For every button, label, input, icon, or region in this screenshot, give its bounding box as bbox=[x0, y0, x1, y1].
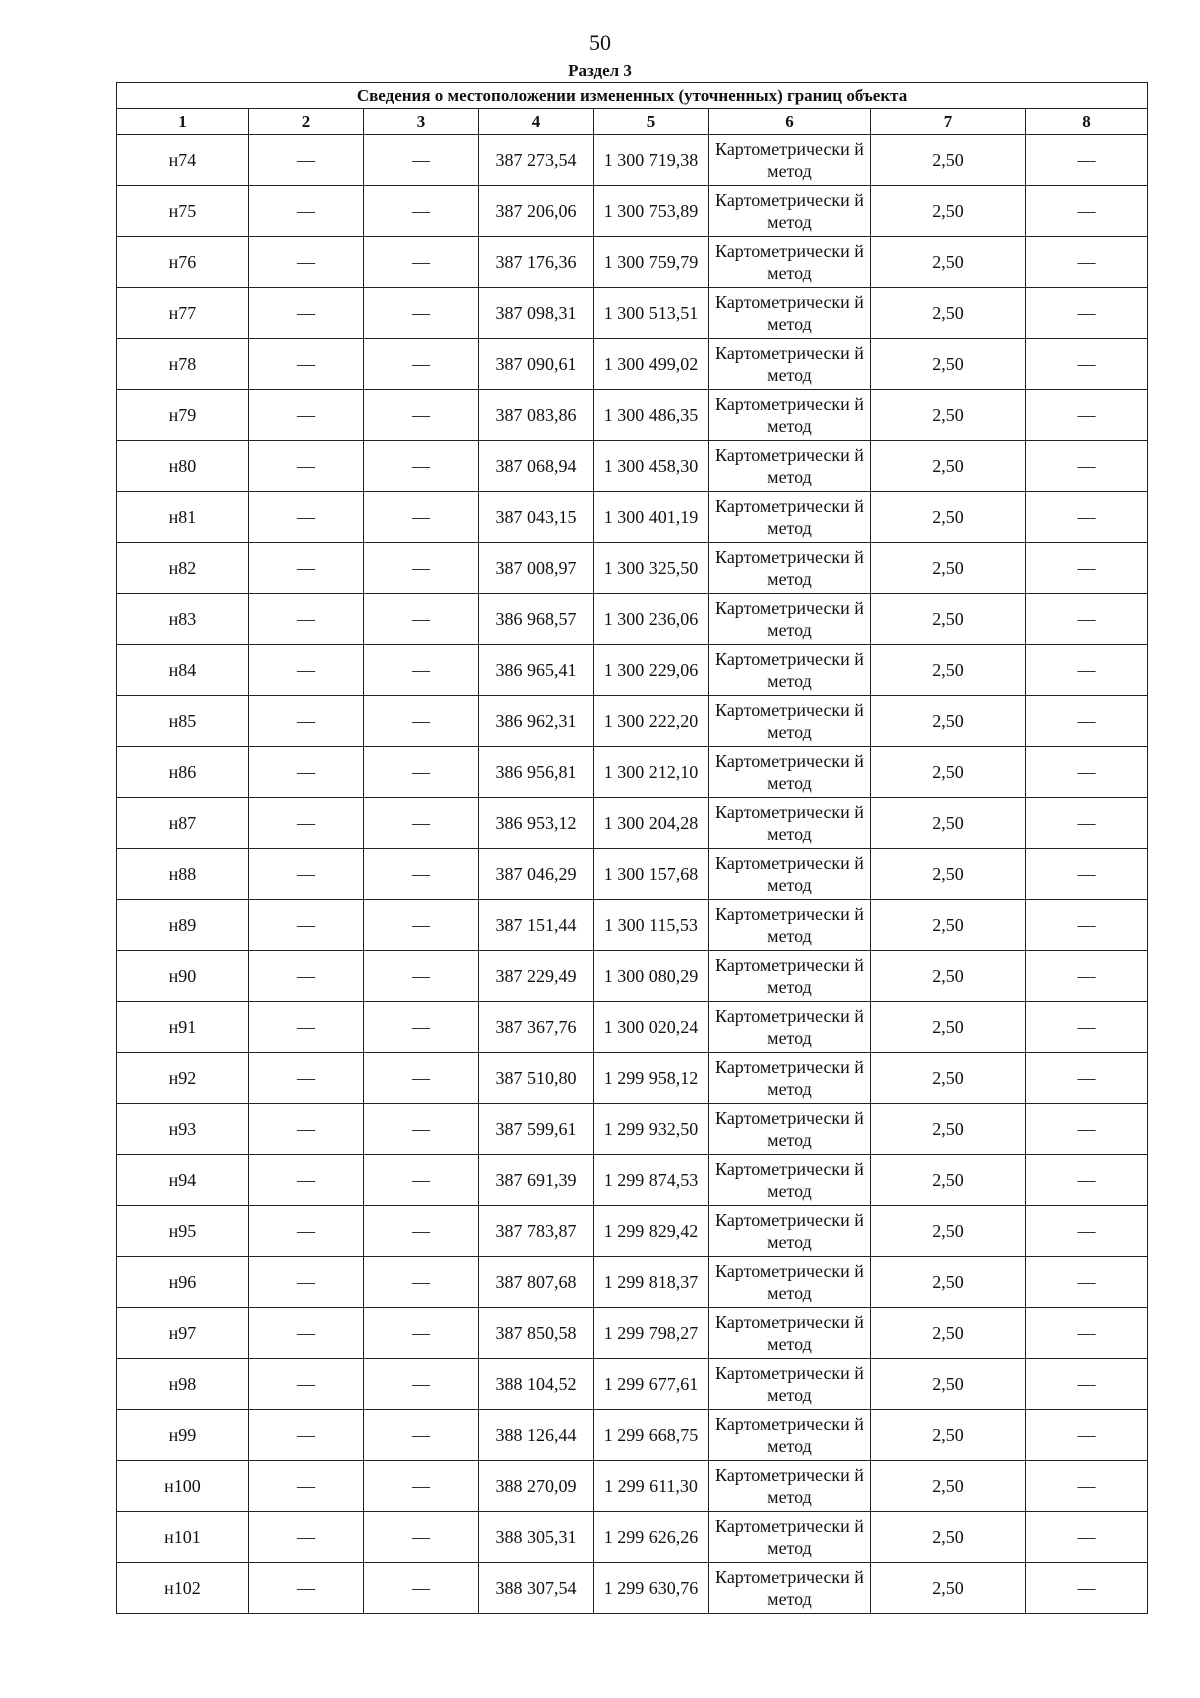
col8-dash: — bbox=[1026, 951, 1148, 1002]
x-coordinate: 387 046,29 bbox=[479, 849, 594, 900]
x-coordinate: 387 367,76 bbox=[479, 1002, 594, 1053]
accuracy: 2,50 bbox=[871, 1206, 1026, 1257]
method: Картометрически й метод bbox=[709, 696, 871, 747]
x-coordinate: 386 953,12 bbox=[479, 798, 594, 849]
x-coordinate: 387 068,94 bbox=[479, 441, 594, 492]
point-label: н85 bbox=[117, 696, 249, 747]
column-number-5: 5 bbox=[594, 109, 709, 135]
x-coordinate: 387 098,31 bbox=[479, 288, 594, 339]
table-row bbox=[117, 951, 1148, 1002]
table-row bbox=[117, 1104, 1148, 1155]
x-coordinate: 387 273,54 bbox=[479, 135, 594, 186]
y-coordinate: 1 299 626,26 bbox=[594, 1512, 709, 1563]
method: Картометрически й метод bbox=[709, 339, 871, 390]
accuracy: 2,50 bbox=[871, 441, 1026, 492]
accuracy: 2,50 bbox=[871, 1563, 1026, 1614]
accuracy: 2,50 bbox=[871, 900, 1026, 951]
col3-dash: — bbox=[364, 1308, 479, 1359]
x-coordinate: 387 206,06 bbox=[479, 186, 594, 237]
y-coordinate: 1 299 668,75 bbox=[594, 1410, 709, 1461]
x-coordinate: 387 083,86 bbox=[479, 390, 594, 441]
method: Картометрически й метод bbox=[709, 645, 871, 696]
table-row bbox=[117, 390, 1148, 441]
col3-dash: — bbox=[364, 1461, 479, 1512]
col8-dash: — bbox=[1026, 696, 1148, 747]
table-row bbox=[117, 288, 1148, 339]
point-label: н95 bbox=[117, 1206, 249, 1257]
col3-dash: — bbox=[364, 543, 479, 594]
accuracy: 2,50 bbox=[871, 390, 1026, 441]
table-row bbox=[117, 492, 1148, 543]
point-label: н87 bbox=[117, 798, 249, 849]
accuracy: 2,50 bbox=[871, 1053, 1026, 1104]
method: Картометрически й метод bbox=[709, 135, 871, 186]
col8-dash: — bbox=[1026, 186, 1148, 237]
table-row bbox=[117, 849, 1148, 900]
y-coordinate: 1 299 677,61 bbox=[594, 1359, 709, 1410]
point-label: н79 bbox=[117, 390, 249, 441]
point-label: н93 bbox=[117, 1104, 249, 1155]
accuracy: 2,50 bbox=[871, 1512, 1026, 1563]
col3-dash: — bbox=[364, 849, 479, 900]
col2-dash: — bbox=[249, 1206, 364, 1257]
method: Картометрически й метод bbox=[709, 1257, 871, 1308]
table-row bbox=[117, 1308, 1148, 1359]
method: Картометрически й метод bbox=[709, 951, 871, 1002]
point-label: н94 bbox=[117, 1155, 249, 1206]
col2-dash: — bbox=[249, 237, 364, 288]
method: Картометрически й метод bbox=[709, 237, 871, 288]
col3-dash: — bbox=[364, 1512, 479, 1563]
column-number-8: 8 bbox=[1026, 109, 1148, 135]
method: Картометрически й метод bbox=[709, 1461, 871, 1512]
col2-dash: — bbox=[249, 441, 364, 492]
y-coordinate: 1 300 458,30 bbox=[594, 441, 709, 492]
col3-dash: — bbox=[364, 747, 479, 798]
col8-dash: — bbox=[1026, 339, 1148, 390]
col2-dash: — bbox=[249, 849, 364, 900]
method: Картометрически й метод bbox=[709, 1053, 871, 1104]
accuracy: 2,50 bbox=[871, 1410, 1026, 1461]
accuracy: 2,50 bbox=[871, 1308, 1026, 1359]
col2-dash: — bbox=[249, 747, 364, 798]
y-coordinate: 1 299 932,50 bbox=[594, 1104, 709, 1155]
x-coordinate: 386 962,31 bbox=[479, 696, 594, 747]
accuracy: 2,50 bbox=[871, 696, 1026, 747]
x-coordinate: 388 126,44 bbox=[479, 1410, 594, 1461]
method: Картометрически й метод bbox=[709, 288, 871, 339]
col3-dash: — bbox=[364, 1104, 479, 1155]
table-row bbox=[117, 1206, 1148, 1257]
accuracy: 2,50 bbox=[871, 951, 1026, 1002]
col2-dash: — bbox=[249, 1461, 364, 1512]
col8-dash: — bbox=[1026, 849, 1148, 900]
col8-dash: — bbox=[1026, 543, 1148, 594]
col8-dash: — bbox=[1026, 492, 1148, 543]
y-coordinate: 1 299 630,76 bbox=[594, 1563, 709, 1614]
col3-dash: — bbox=[364, 1410, 479, 1461]
col3-dash: — bbox=[364, 1359, 479, 1410]
col3-dash: — bbox=[364, 1563, 479, 1614]
point-label: н76 bbox=[117, 237, 249, 288]
col8-dash: — bbox=[1026, 1206, 1148, 1257]
point-label: н102 bbox=[117, 1563, 249, 1614]
y-coordinate: 1 299 829,42 bbox=[594, 1206, 709, 1257]
method: Картометрически й метод bbox=[709, 849, 871, 900]
point-label: н80 bbox=[117, 441, 249, 492]
y-coordinate: 1 300 753,89 bbox=[594, 186, 709, 237]
col8-dash: — bbox=[1026, 1563, 1148, 1614]
col3-dash: — bbox=[364, 696, 479, 747]
table-row bbox=[117, 237, 1148, 288]
point-label: н75 bbox=[117, 186, 249, 237]
accuracy: 2,50 bbox=[871, 1155, 1026, 1206]
point-label: н90 bbox=[117, 951, 249, 1002]
y-coordinate: 1 300 229,06 bbox=[594, 645, 709, 696]
col2-dash: — bbox=[249, 1104, 364, 1155]
col8-dash: — bbox=[1026, 135, 1148, 186]
point-label: н98 bbox=[117, 1359, 249, 1410]
col3-dash: — bbox=[364, 798, 479, 849]
accuracy: 2,50 bbox=[871, 1461, 1026, 1512]
method: Картометрически й метод bbox=[709, 900, 871, 951]
col8-dash: — bbox=[1026, 1308, 1148, 1359]
y-coordinate: 1 300 157,68 bbox=[594, 849, 709, 900]
table-row bbox=[117, 339, 1148, 390]
column-number-row bbox=[117, 109, 1148, 135]
x-coordinate: 388 305,31 bbox=[479, 1512, 594, 1563]
table-row bbox=[117, 900, 1148, 951]
point-label: н77 bbox=[117, 288, 249, 339]
col8-dash: — bbox=[1026, 900, 1148, 951]
point-label: н81 bbox=[117, 492, 249, 543]
col2-dash: — bbox=[249, 645, 364, 696]
accuracy: 2,50 bbox=[871, 1002, 1026, 1053]
x-coordinate: 387 008,97 bbox=[479, 543, 594, 594]
method: Картометрически й метод bbox=[709, 1155, 871, 1206]
accuracy: 2,50 bbox=[871, 645, 1026, 696]
table-row bbox=[117, 798, 1148, 849]
y-coordinate: 1 300 486,35 bbox=[594, 390, 709, 441]
x-coordinate: 387 783,87 bbox=[479, 1206, 594, 1257]
point-label: н91 bbox=[117, 1002, 249, 1053]
col2-dash: — bbox=[249, 543, 364, 594]
col3-dash: — bbox=[364, 390, 479, 441]
col8-dash: — bbox=[1026, 747, 1148, 798]
col8-dash: — bbox=[1026, 1512, 1148, 1563]
x-coordinate: 387 510,80 bbox=[479, 1053, 594, 1104]
col8-dash: — bbox=[1026, 1257, 1148, 1308]
table-row bbox=[117, 543, 1148, 594]
col8-dash: — bbox=[1026, 441, 1148, 492]
point-label: н82 bbox=[117, 543, 249, 594]
point-label: н100 bbox=[117, 1461, 249, 1512]
col8-dash: — bbox=[1026, 1359, 1148, 1410]
method: Картометрически й метод bbox=[709, 798, 871, 849]
point-label: н89 bbox=[117, 900, 249, 951]
col8-dash: — bbox=[1026, 798, 1148, 849]
col3-dash: — bbox=[364, 186, 479, 237]
col2-dash: — bbox=[249, 1257, 364, 1308]
point-label: н84 bbox=[117, 645, 249, 696]
point-label: н92 bbox=[117, 1053, 249, 1104]
x-coordinate: 387 599,61 bbox=[479, 1104, 594, 1155]
col2-dash: — bbox=[249, 798, 364, 849]
x-coordinate: 387 043,15 bbox=[479, 492, 594, 543]
col2-dash: — bbox=[249, 390, 364, 441]
col3-dash: — bbox=[364, 441, 479, 492]
y-coordinate: 1 299 611,30 bbox=[594, 1461, 709, 1512]
col3-dash: — bbox=[364, 1257, 479, 1308]
table-row bbox=[117, 696, 1148, 747]
x-coordinate: 388 104,52 bbox=[479, 1359, 594, 1410]
col2-dash: — bbox=[249, 288, 364, 339]
table-row bbox=[117, 747, 1148, 798]
method: Картометрически й метод bbox=[709, 1308, 871, 1359]
table-row bbox=[117, 186, 1148, 237]
x-coordinate: 387 229,49 bbox=[479, 951, 594, 1002]
table-row bbox=[117, 1512, 1148, 1563]
col8-dash: — bbox=[1026, 288, 1148, 339]
accuracy: 2,50 bbox=[871, 339, 1026, 390]
y-coordinate: 1 300 401,19 bbox=[594, 492, 709, 543]
x-coordinate: 387 691,39 bbox=[479, 1155, 594, 1206]
y-coordinate: 1 299 874,53 bbox=[594, 1155, 709, 1206]
col3-dash: — bbox=[364, 1155, 479, 1206]
y-coordinate: 1 300 080,29 bbox=[594, 951, 709, 1002]
y-coordinate: 1 300 204,28 bbox=[594, 798, 709, 849]
accuracy: 2,50 bbox=[871, 186, 1026, 237]
table-row bbox=[117, 135, 1148, 186]
section-title: Раздел 3 bbox=[568, 61, 632, 80]
table-row bbox=[117, 441, 1148, 492]
table-row bbox=[117, 645, 1148, 696]
column-number-4: 4 bbox=[479, 109, 594, 135]
method: Картометрически й метод bbox=[709, 594, 871, 645]
col3-dash: — bbox=[364, 1206, 479, 1257]
accuracy: 2,50 bbox=[871, 849, 1026, 900]
x-coordinate: 386 956,81 bbox=[479, 747, 594, 798]
col3-dash: — bbox=[364, 492, 479, 543]
col2-dash: — bbox=[249, 900, 364, 951]
table-row bbox=[117, 1257, 1148, 1308]
table-row bbox=[117, 1053, 1148, 1104]
method: Картометрически й метод bbox=[709, 390, 871, 441]
accuracy: 2,50 bbox=[871, 594, 1026, 645]
col3-dash: — bbox=[364, 237, 479, 288]
method: Картометрически й метод bbox=[709, 1563, 871, 1614]
method: Картометрически й метод bbox=[709, 1002, 871, 1053]
accuracy: 2,50 bbox=[871, 747, 1026, 798]
col8-dash: — bbox=[1026, 594, 1148, 645]
y-coordinate: 1 300 499,02 bbox=[594, 339, 709, 390]
method: Картометрически й метод bbox=[709, 543, 871, 594]
method: Картометрически й метод bbox=[709, 441, 871, 492]
column-number-1: 1 bbox=[117, 109, 249, 135]
column-number-3: 3 bbox=[364, 109, 479, 135]
col3-dash: — bbox=[364, 645, 479, 696]
accuracy: 2,50 bbox=[871, 492, 1026, 543]
x-coordinate: 387 151,44 bbox=[479, 900, 594, 951]
col2-dash: — bbox=[249, 1002, 364, 1053]
accuracy: 2,50 bbox=[871, 288, 1026, 339]
table-row bbox=[117, 1002, 1148, 1053]
boundary-coordinates-table bbox=[116, 82, 1148, 1614]
col2-dash: — bbox=[249, 594, 364, 645]
column-number-2: 2 bbox=[249, 109, 364, 135]
point-label: н99 bbox=[117, 1410, 249, 1461]
y-coordinate: 1 300 212,10 bbox=[594, 747, 709, 798]
x-coordinate: 386 965,41 bbox=[479, 645, 594, 696]
y-coordinate: 1 300 020,24 bbox=[594, 1002, 709, 1053]
method: Картометрически й метод bbox=[709, 1512, 871, 1563]
x-coordinate: 386 968,57 bbox=[479, 594, 594, 645]
table-row bbox=[117, 1563, 1148, 1614]
table-row bbox=[117, 594, 1148, 645]
y-coordinate: 1 300 325,50 bbox=[594, 543, 709, 594]
col2-dash: — bbox=[249, 186, 364, 237]
y-coordinate: 1 300 759,79 bbox=[594, 237, 709, 288]
page-number: 50 bbox=[589, 30, 611, 55]
col2-dash: — bbox=[249, 1053, 364, 1104]
method: Картометрически й метод bbox=[709, 1206, 871, 1257]
col2-dash: — bbox=[249, 1410, 364, 1461]
accuracy: 2,50 bbox=[871, 135, 1026, 186]
col2-dash: — bbox=[249, 135, 364, 186]
table-caption: Сведения о местоположении измененных (уточненных) границ объекта bbox=[117, 83, 1148, 109]
col3-dash: — bbox=[364, 339, 479, 390]
y-coordinate: 1 300 719,38 bbox=[594, 135, 709, 186]
col2-dash: — bbox=[249, 1359, 364, 1410]
y-coordinate: 1 300 115,53 bbox=[594, 900, 709, 951]
column-number-7: 7 bbox=[871, 109, 1026, 135]
x-coordinate: 387 850,58 bbox=[479, 1308, 594, 1359]
point-label: н96 bbox=[117, 1257, 249, 1308]
x-coordinate: 387 176,36 bbox=[479, 237, 594, 288]
accuracy: 2,50 bbox=[871, 1257, 1026, 1308]
col3-dash: — bbox=[364, 1002, 479, 1053]
x-coordinate: 387 807,68 bbox=[479, 1257, 594, 1308]
accuracy: 2,50 bbox=[871, 798, 1026, 849]
col8-dash: — bbox=[1026, 1053, 1148, 1104]
table-body bbox=[117, 135, 1148, 1614]
accuracy: 2,50 bbox=[871, 1359, 1026, 1410]
col3-dash: — bbox=[364, 951, 479, 1002]
col2-dash: — bbox=[249, 951, 364, 1002]
col8-dash: — bbox=[1026, 1410, 1148, 1461]
col2-dash: — bbox=[249, 492, 364, 543]
col2-dash: — bbox=[249, 1512, 364, 1563]
accuracy: 2,50 bbox=[871, 1104, 1026, 1155]
col8-dash: — bbox=[1026, 1104, 1148, 1155]
method: Картометрически й метод bbox=[709, 492, 871, 543]
table-row bbox=[117, 1461, 1148, 1512]
x-coordinate: 388 307,54 bbox=[479, 1563, 594, 1614]
col8-dash: — bbox=[1026, 645, 1148, 696]
method: Картометрически й метод bbox=[709, 1359, 871, 1410]
col8-dash: — bbox=[1026, 390, 1148, 441]
column-number-6: 6 bbox=[709, 109, 871, 135]
col2-dash: — bbox=[249, 1308, 364, 1359]
y-coordinate: 1 300 513,51 bbox=[594, 288, 709, 339]
point-label: н88 bbox=[117, 849, 249, 900]
method: Картометрически й метод bbox=[709, 1104, 871, 1155]
y-coordinate: 1 299 798,27 bbox=[594, 1308, 709, 1359]
x-coordinate: 387 090,61 bbox=[479, 339, 594, 390]
col2-dash: — bbox=[249, 339, 364, 390]
col3-dash: — bbox=[364, 135, 479, 186]
col2-dash: — bbox=[249, 696, 364, 747]
col2-dash: — bbox=[249, 1155, 364, 1206]
table-row bbox=[117, 1155, 1148, 1206]
point-label: н101 bbox=[117, 1512, 249, 1563]
y-coordinate: 1 299 958,12 bbox=[594, 1053, 709, 1104]
point-label: н74 bbox=[117, 135, 249, 186]
table-row bbox=[117, 1359, 1148, 1410]
col2-dash: — bbox=[249, 1563, 364, 1614]
col3-dash: — bbox=[364, 594, 479, 645]
method: Картометрически й метод bbox=[709, 186, 871, 237]
accuracy: 2,50 bbox=[871, 543, 1026, 594]
col3-dash: — bbox=[364, 1053, 479, 1104]
accuracy: 2,50 bbox=[871, 237, 1026, 288]
method: Картометрически й метод bbox=[709, 747, 871, 798]
point-label: н86 bbox=[117, 747, 249, 798]
col3-dash: — bbox=[364, 900, 479, 951]
col8-dash: — bbox=[1026, 1002, 1148, 1053]
y-coordinate: 1 299 818,37 bbox=[594, 1257, 709, 1308]
col8-dash: — bbox=[1026, 1155, 1148, 1206]
y-coordinate: 1 300 222,20 bbox=[594, 696, 709, 747]
y-coordinate: 1 300 236,06 bbox=[594, 594, 709, 645]
col3-dash: — bbox=[364, 288, 479, 339]
point-label: н83 bbox=[117, 594, 249, 645]
point-label: н97 bbox=[117, 1308, 249, 1359]
table-row bbox=[117, 1410, 1148, 1461]
col8-dash: — bbox=[1026, 1461, 1148, 1512]
method: Картометрически й метод bbox=[709, 1410, 871, 1461]
col8-dash: — bbox=[1026, 237, 1148, 288]
x-coordinate: 388 270,09 bbox=[479, 1461, 594, 1512]
point-label: н78 bbox=[117, 339, 249, 390]
